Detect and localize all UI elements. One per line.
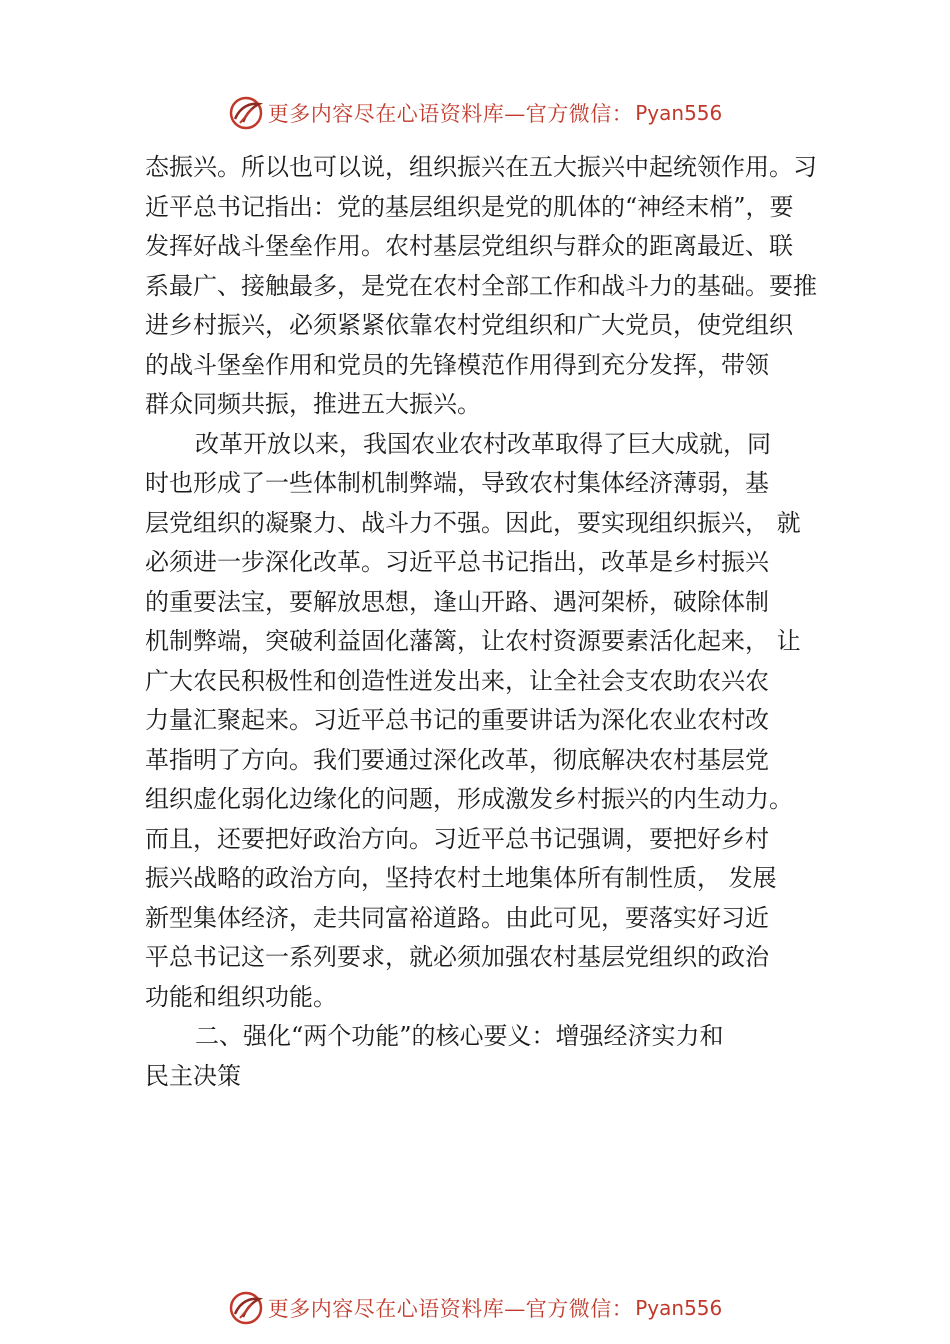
text-line: 层党组织的凝聚力、战斗力不强。因此，要实现组织振兴， 就 bbox=[145, 508, 801, 537]
header-watermark bbox=[0, 93, 950, 133]
text-line: 的战斗堡垒作用和党员的先锋模范作用得到充分发挥，带领 bbox=[145, 350, 769, 379]
text-line: 而且，还要把好政治方向。习近平总书记强调，要把好乡村 bbox=[145, 824, 769, 853]
text-line: 新型集体经济，走共同富裕道路。由此可见，要落实好习近 bbox=[145, 903, 769, 932]
text-line: 二、强化“两个功能”的核心要义：增强经济实力和 bbox=[195, 1022, 724, 1050]
text-line: 组织虚化弱化边缘化的问题，形成激发乡村振兴的内生动力。 bbox=[145, 785, 793, 813]
watermark-wechat-id: Pyan556 bbox=[635, 101, 723, 125]
text-line: 近平总书记指出：党的基层组织是党的肌体的“神经末梢”，要 bbox=[145, 192, 794, 221]
text-line: 广大农民积极性和创造性迸发出来，让全社会支农助农兴农 bbox=[145, 666, 769, 695]
text-line: 态振兴。所以也可以说，组织振兴在五大振兴中起统领作用。习 bbox=[145, 153, 817, 181]
text-line: 力量汇聚起来。习近平总书记的重要讲话为深化农业农村改 bbox=[145, 706, 769, 734]
watermark-wechat-id: Pyan556 bbox=[635, 1296, 723, 1320]
watermark-text: 更多内容尽在心语资料库—官方微信： bbox=[267, 102, 634, 126]
text-line: 群众同频共振，推进五大振兴。 bbox=[145, 390, 481, 418]
footer-watermark bbox=[0, 1288, 950, 1328]
text-line: 振兴战略的政治方向，坚持农村土地集体所有制性质， 发展 bbox=[145, 864, 777, 892]
document-body bbox=[145, 148, 835, 1096]
text-line: 改革开放以来，我国农业农村改革取得了巨大成就，同 bbox=[195, 429, 771, 458]
text-line: 必须进一步深化改革。习近平总书记指出，改革是乡村振兴 bbox=[145, 548, 769, 576]
text-line: 时也形成了一些体制机制弊端，导致农村集体经济薄弱，基 bbox=[145, 469, 769, 497]
text-line: 发挥好战斗堡垒作用。农村基层党组织与群众的距离最近、联 bbox=[145, 232, 793, 260]
brand-logo-icon bbox=[228, 95, 264, 131]
watermark-text: 更多内容尽在心语资料库—官方微信： bbox=[267, 1297, 634, 1321]
text-line: 进乡村振兴，必须紧紧依靠农村党组织和广大党员，使党组织 bbox=[145, 311, 793, 339]
text-line: 的重要法宝，要解放思想，逢山开路、遇河架桥，破除体制 bbox=[145, 587, 769, 616]
text-line: 系最广、接触最多，是党在农村全部工作和战斗力的基础。要推 bbox=[145, 271, 817, 300]
brand-logo-icon bbox=[228, 1290, 264, 1326]
text-line: 机制弊端，突破利益固化藩篱，让农村资源要素活化起来， 让 bbox=[145, 627, 801, 655]
text-line: 平总书记这一系列要求，就必须加强农村基层党组织的政治 bbox=[145, 943, 769, 971]
text-line: 功能和组织功能。 bbox=[145, 982, 337, 1011]
text-line: 革指明了方向。我们要通过深化改革，彻底解决农村基层党 bbox=[145, 745, 769, 774]
text-line: 民主决策 bbox=[145, 1061, 241, 1090]
